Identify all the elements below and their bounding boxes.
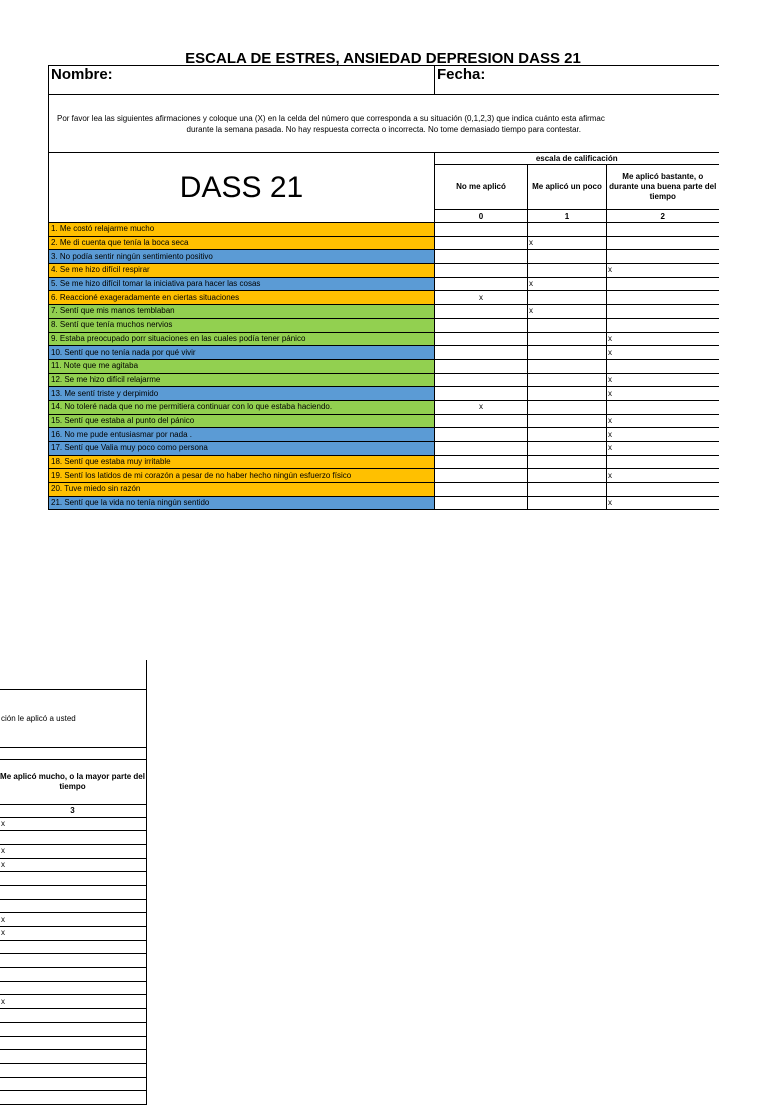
- item-text: 20. Tuve miedo sin razón: [49, 483, 435, 497]
- answer-cell-2[interactable]: [607, 236, 719, 250]
- answer-cell-2[interactable]: [607, 400, 719, 414]
- item-text: 5. Se me hizo difícil tomar la iniciativa para hacer las cosas: [49, 277, 435, 291]
- answer-cell-1[interactable]: [528, 332, 607, 346]
- answer-cell-0[interactable]: [435, 332, 528, 346]
- table-row: [49, 373, 719, 387]
- answer-cell-3[interactable]: [0, 1077, 147, 1091]
- item-text: 6. Reaccioné exageradamente en ciertas situaciones: [49, 291, 435, 305]
- answer-cell-0[interactable]: [435, 277, 528, 291]
- answer-cell-1[interactable]: [528, 264, 607, 278]
- table-row: [0, 1009, 147, 1023]
- answer-cell-0[interactable]: [435, 496, 528, 510]
- answer-cell-3[interactable]: [0, 981, 147, 995]
- item-text: 8. Sentí que tenía muchos nervios: [49, 318, 435, 332]
- answer-cell-0[interactable]: [435, 223, 528, 237]
- table-row: [0, 1077, 147, 1091]
- table-row: [49, 250, 719, 264]
- col-value-1: 1: [528, 210, 607, 223]
- table-row: [0, 940, 147, 954]
- item-text: 16. No me pude entusiasmar por nada .: [49, 428, 435, 442]
- nombre-field[interactable]: [49, 66, 435, 95]
- table-row: [0, 1036, 147, 1050]
- answer-cell-2[interactable]: [607, 305, 719, 319]
- answer-cell-3[interactable]: x: [0, 927, 147, 941]
- answer-cell-1[interactable]: [528, 387, 607, 401]
- col-header-3: Me aplicó mucho, o la mayor parte del tiempo: [0, 759, 147, 804]
- scale-title: escala de calificación: [435, 153, 719, 165]
- table-row: [0, 831, 147, 845]
- answer-cell-3[interactable]: x: [0, 913, 147, 927]
- table-row: [49, 277, 719, 291]
- answer-cell-3[interactable]: [0, 968, 147, 982]
- answer-cell-1[interactable]: [528, 223, 607, 237]
- table-row: [49, 400, 719, 414]
- table-row: [49, 442, 719, 456]
- dass-label: DASS 21: [49, 153, 435, 223]
- answer-cell-1[interactable]: [528, 483, 607, 497]
- instructions: [49, 95, 719, 153]
- table-row: [0, 817, 147, 831]
- answer-cell-1[interactable]: x: [528, 236, 607, 250]
- answer-cell-2[interactable]: [607, 250, 719, 264]
- answer-cell-2[interactable]: x: [607, 387, 719, 401]
- answer-cell-1[interactable]: [528, 455, 607, 469]
- page-title: ESCALA DE ESTRES, ANSIEDAD DEPRESION DASS 21: [185, 50, 581, 65]
- answer-cell-1[interactable]: [528, 469, 607, 483]
- answer-cell-3[interactable]: [0, 1050, 147, 1064]
- answer-cell-0[interactable]: x: [435, 400, 528, 414]
- table-row: [49, 359, 719, 373]
- dass-table: [48, 65, 719, 510]
- table-row: [49, 455, 719, 469]
- nombre-field-continued[interactable]: [0, 660, 147, 689]
- item-text: 4. Se me hizo difícil respirar: [49, 264, 435, 278]
- table-row: [49, 428, 719, 442]
- answer-cell-1[interactable]: [528, 359, 607, 373]
- table-row: [0, 981, 147, 995]
- answer-cell-1[interactable]: [528, 428, 607, 442]
- fecha-field[interactable]: [435, 66, 719, 95]
- instructions-line1: Por favor lea las siguientes afirmaciones y coloque una (X) en la celda del número que corresponda a su situación (0,1,2,3) que indica cuánto esta afirmac: [57, 113, 605, 123]
- answer-cell-1[interactable]: [528, 346, 607, 360]
- answer-cell-0[interactable]: [435, 373, 528, 387]
- table-row: [49, 346, 719, 360]
- item-text: 3. No podía sentir ningún sentimiento positivo: [49, 250, 435, 264]
- table-row: [0, 844, 147, 858]
- table-row: [49, 291, 719, 305]
- answer-cell-0[interactable]: [435, 455, 528, 469]
- col-header-2: Me aplicó bastante, o durante una buena parte del tiempo: [607, 165, 719, 210]
- answer-cell-0[interactable]: [435, 414, 528, 428]
- instructions-line2: durante la semana pasada. No hay respuesta correcta o incorrecta. No tome demasiado tiempo para contestar.: [186, 124, 581, 134]
- table-row: [0, 872, 147, 886]
- table-row: [49, 469, 719, 483]
- answer-cell-3[interactable]: [0, 1036, 147, 1050]
- answer-cell-0[interactable]: [435, 428, 528, 442]
- item-text: 7. Sentí que mis manos temblaban: [49, 305, 435, 319]
- item-text: 17. Sentí que Valia muy poco como persona: [49, 442, 435, 456]
- answer-cell-3[interactable]: x: [0, 858, 147, 872]
- answer-cell-2[interactable]: [607, 291, 719, 305]
- table-row: [49, 305, 719, 319]
- answer-cell-0[interactable]: [435, 359, 528, 373]
- item-text: 9. Estaba preocupado porr situaciones en las cuales podía tener pánico: [49, 332, 435, 346]
- table-row: [49, 264, 719, 278]
- answer-cell-2[interactable]: x: [607, 346, 719, 360]
- answer-cell-0[interactable]: x: [435, 291, 528, 305]
- table-row: [49, 414, 719, 428]
- answer-cell-3[interactable]: [0, 1063, 147, 1077]
- answer-cell-2[interactable]: [607, 223, 719, 237]
- table-row: [49, 236, 719, 250]
- answer-cell-0[interactable]: [435, 318, 528, 332]
- table-row: [0, 858, 147, 872]
- nombre-label: Nombre:: [51, 66, 113, 83]
- answer-cell-3[interactable]: [0, 1009, 147, 1023]
- answer-cell-1[interactable]: [528, 442, 607, 456]
- answer-cell-0[interactable]: [435, 387, 528, 401]
- table-row: [0, 885, 147, 899]
- answer-cell-2[interactable]: [607, 483, 719, 497]
- item-text: 2. Me di cuenta que tenía la boca seca: [49, 236, 435, 250]
- answer-cell-3[interactable]: [0, 1022, 147, 1036]
- answer-cell-0[interactable]: [435, 483, 528, 497]
- table-row: [49, 318, 719, 332]
- item-text: 19. Sentí los latidos de mi corazón a pesar de no haber hecho ningún esfuerzo físico: [49, 469, 435, 483]
- answer-cell-1[interactable]: x: [528, 277, 607, 291]
- table-row: [0, 1063, 147, 1077]
- answer-cell-2[interactable]: x: [607, 469, 719, 483]
- col-header-0: No me aplicó: [435, 165, 528, 210]
- answer-cell-2[interactable]: x: [607, 442, 719, 456]
- table-row: [0, 995, 147, 1009]
- answer-cell-2[interactable]: [607, 359, 719, 373]
- answer-cell-3[interactable]: x: [0, 995, 147, 1009]
- answer-cell-3[interactable]: [0, 899, 147, 913]
- answer-cell-2[interactable]: x: [607, 373, 719, 387]
- answer-cell-2[interactable]: x: [607, 264, 719, 278]
- item-text: 14. No toleré nada que no me permitiera continuar con lo que estaba haciendo.: [49, 400, 435, 414]
- col-value-0: 0: [435, 210, 528, 223]
- table-row: [49, 223, 719, 237]
- item-text: 11. Note que me agitaba: [49, 359, 435, 373]
- answer-cell-1[interactable]: [528, 373, 607, 387]
- answer-cell-1[interactable]: [528, 400, 607, 414]
- answer-cell-3[interactable]: [0, 1091, 147, 1105]
- answer-cell-3[interactable]: [0, 872, 147, 886]
- table-row: [0, 1091, 147, 1105]
- table-row: [0, 1022, 147, 1036]
- table-row: [49, 483, 719, 497]
- item-text: 1. Me costó relajarme mucho: [49, 223, 435, 237]
- answer-cell-3[interactable]: [0, 940, 147, 954]
- item-text: 12. Se me hizo difícil relajarme: [49, 373, 435, 387]
- answer-cell-2[interactable]: x: [607, 428, 719, 442]
- answer-cell-0[interactable]: [435, 442, 528, 456]
- answer-cell-2[interactable]: [607, 277, 719, 291]
- answer-cell-1[interactable]: [528, 496, 607, 510]
- answer-cell-1[interactable]: [528, 318, 607, 332]
- answer-cell-0[interactable]: [435, 236, 528, 250]
- answer-cell-0[interactable]: [435, 250, 528, 264]
- answer-cell-1[interactable]: x: [528, 305, 607, 319]
- table-row: [0, 899, 147, 913]
- table-row: [0, 968, 147, 982]
- answer-cell-2[interactable]: x: [607, 414, 719, 428]
- table-row: [49, 387, 719, 401]
- answer-cell-0[interactable]: [435, 346, 528, 360]
- answer-cell-2[interactable]: [607, 455, 719, 469]
- answer-cell-0[interactable]: [435, 264, 528, 278]
- answer-cell-0[interactable]: [435, 305, 528, 319]
- answer-cell-2[interactable]: x: [607, 496, 719, 510]
- instructions-continued: ción le aplicó a usted: [0, 689, 147, 747]
- col-value-3: 3: [0, 804, 147, 817]
- table-row: [49, 332, 719, 346]
- answer-cell-1[interactable]: [528, 250, 607, 264]
- item-text: 15. Sentí que estaba al punto del pánico: [49, 414, 435, 428]
- answer-cell-0[interactable]: [435, 469, 528, 483]
- fecha-label: Fecha:: [437, 66, 486, 83]
- dass-table-continuation: [0, 660, 147, 1105]
- answer-cell-2[interactable]: x: [607, 332, 719, 346]
- col-header-1: Me aplicó un poco: [528, 165, 607, 210]
- answer-cell-3[interactable]: x: [0, 844, 147, 858]
- table-row: [0, 1050, 147, 1064]
- answer-cell-3[interactable]: [0, 954, 147, 968]
- table-row: [0, 954, 147, 968]
- table-row: [0, 927, 147, 941]
- answer-cell-1[interactable]: [528, 291, 607, 305]
- answer-cell-2[interactable]: [607, 318, 719, 332]
- answer-cell-3[interactable]: x: [0, 817, 147, 831]
- answer-cell-1[interactable]: [528, 414, 607, 428]
- table-row: [0, 913, 147, 927]
- item-text: 21. Sentí que la vida no tenía ningún sentido: [49, 496, 435, 510]
- item-text: 10. Sentí que no tenía nada por qué vivir: [49, 346, 435, 360]
- table-row: [49, 496, 719, 510]
- item-text: 18. Sentí que estaba muy irritable: [49, 455, 435, 469]
- answer-cell-3[interactable]: [0, 885, 147, 899]
- scale-title-continued: [0, 747, 147, 759]
- item-text: 13. Me sentí triste y derpimido: [49, 387, 435, 401]
- answer-cell-3[interactable]: [0, 831, 147, 845]
- col-value-2: 2: [607, 210, 719, 223]
